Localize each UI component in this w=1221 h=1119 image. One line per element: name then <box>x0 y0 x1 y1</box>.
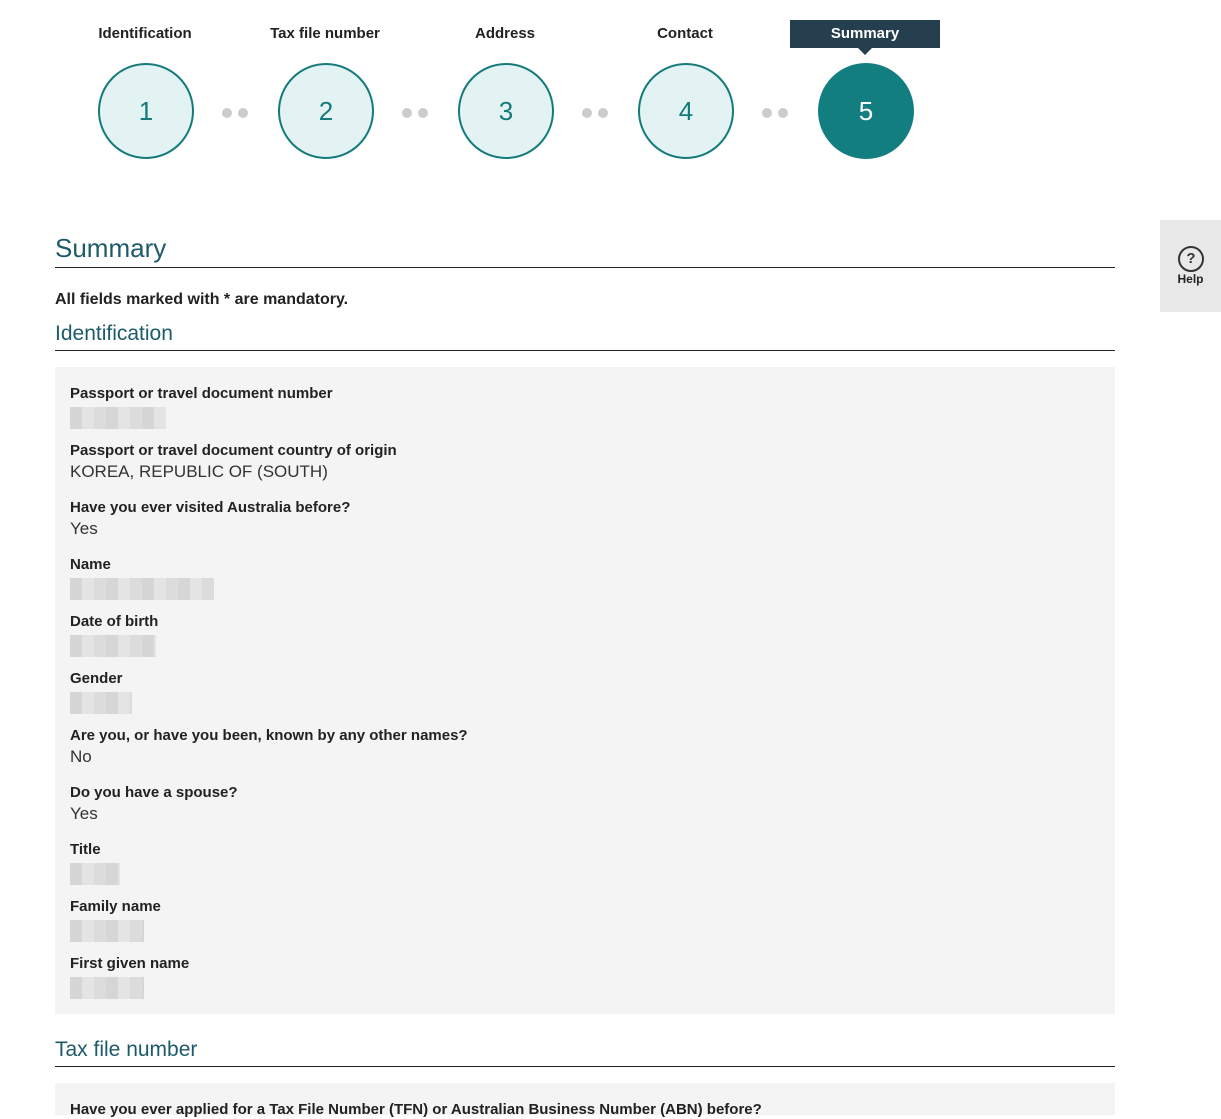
redacted-value <box>70 863 120 885</box>
step-label: Identification <box>98 25 192 42</box>
field-family-name <box>70 898 161 942</box>
field-value: Yes <box>70 519 98 538</box>
step-label: Address <box>474 25 536 42</box>
field-value: Yes <box>70 804 98 823</box>
field-title <box>70 841 120 885</box>
field-value: No <box>70 747 92 766</box>
progress-stepper <box>0 0 1221 200</box>
field-label: Are you, or have you been, known by any other names? <box>70 727 468 744</box>
field-date-of-birth <box>70 613 158 657</box>
step-connector-dots <box>762 108 792 118</box>
field-label: Have you ever applied for a Tax File Number (TFN) or Australian Business Number (ABN) before? <box>70 1101 762 1118</box>
step-label-active: Summary <box>790 20 940 48</box>
field-other-names <box>70 727 468 768</box>
field-visited-australia <box>70 499 350 540</box>
mandatory-fields-note: All fields marked with * are mandatory. <box>55 291 349 308</box>
field-label: Passport or travel document number <box>70 385 333 402</box>
field-label: Passport or travel document country of origin <box>70 442 397 459</box>
step-number[interactable]: 3 <box>458 63 554 159</box>
field-passport-country <box>70 442 397 483</box>
step-number[interactable]: 4 <box>638 63 734 159</box>
page-title: Summary <box>55 230 1115 268</box>
field-label: Do you have a spouse? <box>70 784 238 801</box>
field-label: Have you ever visited Australia before? <box>70 499 351 516</box>
step-label: Tax file number <box>270 25 380 42</box>
redacted-value <box>70 635 156 657</box>
field-label: Name <box>70 556 111 573</box>
field-label: First given name <box>70 955 190 972</box>
step-connector-dots <box>222 108 252 118</box>
field-label: Family name <box>70 898 161 915</box>
redacted-value <box>70 692 132 714</box>
step-number[interactable]: 1 <box>98 63 194 159</box>
identification-summary-panel <box>55 367 1115 1014</box>
redacted-value <box>70 920 144 942</box>
field-gender <box>70 670 132 714</box>
question-circle-icon: ? <box>1178 246 1204 272</box>
tax-file-number-summary-panel <box>55 1083 1115 1118</box>
field-label: Title <box>70 841 101 858</box>
field-first-given-name <box>70 955 189 999</box>
help-label: Help <box>1177 272 1204 286</box>
help-button[interactable] <box>1160 220 1221 312</box>
field-value: KOREA, REPUBLIC OF (SOUTH) <box>70 462 328 481</box>
step-number-active[interactable]: 5 <box>818 63 914 159</box>
redacted-value <box>70 578 214 600</box>
section-title-tax-file-number: Tax file number <box>55 1036 1115 1067</box>
step-label: Contact <box>657 25 713 42</box>
step-connector-dots <box>402 108 432 118</box>
field-passport-number <box>70 385 333 429</box>
step-number[interactable]: 2 <box>278 63 374 159</box>
field-label: Gender <box>70 670 123 687</box>
field-tfn-applied-before <box>70 1101 762 1119</box>
section-title-identification: Identification <box>55 320 1115 351</box>
field-spouse <box>70 784 238 825</box>
step-connector-dots <box>582 108 612 118</box>
redacted-value <box>70 407 166 429</box>
field-label: Date of birth <box>70 613 159 630</box>
redacted-value <box>70 977 144 999</box>
field-name <box>70 556 214 600</box>
